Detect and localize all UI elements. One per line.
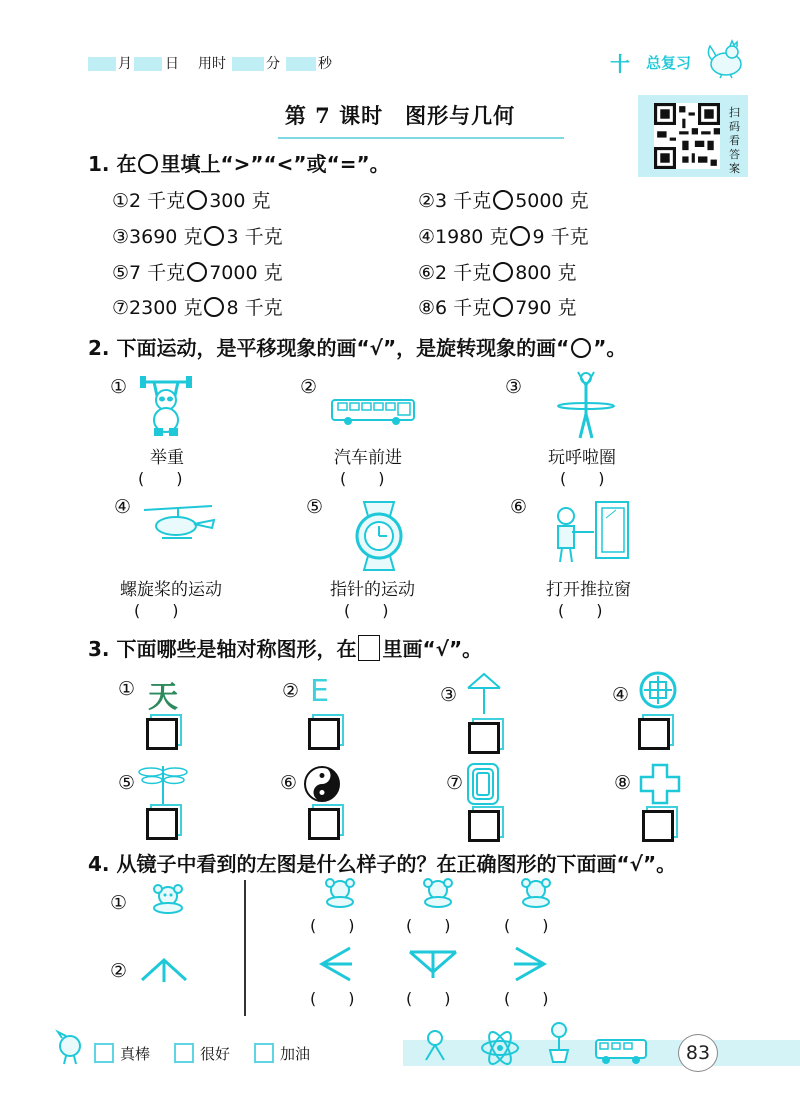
question-3-prompt (88, 633, 482, 662)
rating-checkbox[interactable] (174, 1043, 194, 1063)
hula-hoop-kid-icon (556, 370, 616, 442)
answer-box[interactable] (146, 808, 178, 840)
atom-icon (478, 1028, 522, 1068)
q3-item-number: ⑥ (280, 772, 298, 794)
answer-parentheses[interactable]: ( ) (558, 601, 603, 620)
arrow-left-option-icon (316, 944, 356, 984)
rating-label: 加油 (280, 1045, 311, 1063)
answer-parentheses[interactable]: ( ) (138, 469, 183, 488)
answer-parentheses[interactable]: ( ) (560, 469, 605, 488)
rounded-rect-icon (466, 762, 500, 806)
q1-prompt-part-a: 1. 在 (88, 152, 137, 176)
seconds-label: 秒 (318, 56, 332, 72)
answer-box[interactable] (468, 810, 500, 842)
bus-small-icon (594, 1036, 648, 1066)
answer-box[interactable] (638, 718, 670, 750)
potted-plant-icon (544, 1020, 574, 1064)
q3-item-number: ⑦ (446, 772, 464, 794)
q1-item: ⑧6 千克 790 克 (418, 297, 577, 319)
mascot-icon (52, 1030, 88, 1066)
rating-label: 很好 (200, 1045, 231, 1063)
sliding-window-icon (550, 498, 640, 566)
cross-icon (638, 762, 682, 806)
q3-item-number: ⑧ (614, 772, 632, 794)
question-1-prompt (88, 148, 390, 177)
coin-icon (638, 670, 678, 710)
rating-checkbox[interactable] (94, 1043, 114, 1063)
answer-parentheses[interactable]: ( ) (406, 916, 451, 935)
answer-circle-icon (138, 154, 158, 174)
q2-item-number: ④ (114, 496, 132, 518)
compare-circle[interactable] (187, 190, 207, 210)
divider-line (244, 880, 246, 1016)
compare-circle[interactable] (187, 262, 207, 282)
rating-checkbox[interactable] (254, 1043, 274, 1063)
answer-parentheses[interactable]: ( ) (406, 989, 451, 1008)
lesson-title: 第 7 课时 图形与几何 (284, 103, 516, 128)
title-underline (278, 137, 564, 139)
q2-item-label: 指针的运动 (330, 580, 415, 600)
q2-item-number: ⑥ (510, 496, 528, 518)
q2-item-label: 汽车前进 (334, 448, 402, 468)
minutes-blank[interactable] (232, 57, 264, 71)
answer-square-icon (358, 635, 380, 661)
q1-item: ②3 千克 5000 克 (418, 190, 589, 212)
q1-prompt-part-b: 里填上“>”“<”或“=”。 (160, 152, 390, 176)
answer-box[interactable] (308, 808, 340, 840)
q4-row-number: ② (110, 960, 128, 982)
arrow-down-option-icon (406, 946, 460, 980)
plus-mark: 十 (610, 52, 630, 76)
teddy-bear-option-icon (416, 878, 460, 908)
question-4-prompt: 4. 从镜子中看到的左图是什么样子的？在正确图形的下面画“√”。 (88, 852, 677, 876)
month-blank[interactable] (88, 57, 116, 71)
letter-e-shape: E (310, 674, 329, 709)
section-label: 总复习 (646, 54, 692, 72)
q1-item: ⑦2300 克 8 千克 (112, 297, 283, 319)
answer-box[interactable] (642, 810, 674, 842)
answer-box[interactable] (308, 718, 340, 750)
qr-code-icon[interactable] (654, 103, 720, 169)
answer-box[interactable] (468, 722, 500, 754)
q2-item-label: 举重 (150, 448, 184, 468)
rooster-mascot-icon (704, 40, 748, 78)
q2-item-label: 螺旋桨的运动 (120, 580, 222, 600)
q3-item-number: ① (118, 678, 136, 700)
q1-item: ⑥2 千克 800 克 (418, 262, 577, 284)
helicopter-icon (138, 502, 218, 550)
q4-row-number: ① (110, 892, 128, 914)
q3-item-number: ② (282, 680, 300, 702)
q2-item-number: ① (110, 376, 128, 398)
q2-item-label: 打开推拉窗 (546, 580, 631, 600)
answer-circle-icon (571, 338, 591, 358)
answer-parentheses[interactable]: ( ) (344, 601, 389, 620)
yinyang-icon (302, 764, 342, 804)
wristwatch-icon (346, 498, 412, 574)
q1-item: ⑤7 千克 7000 克 (112, 262, 283, 284)
arrow-shape-icon (138, 954, 190, 984)
compare-circle[interactable] (493, 262, 513, 282)
teddy-bear-option-icon (514, 878, 558, 908)
answer-parentheses[interactable]: ( ) (134, 601, 179, 620)
q1-item: ①2 千克 300 克 (112, 190, 271, 212)
q2-item-number: ③ (505, 376, 523, 398)
compare-circle[interactable] (493, 190, 513, 210)
q3-prompt-part-a: 3. 下面哪些是轴对称图形，在 (88, 637, 357, 661)
q1-item: ③3690 克 3 千克 (112, 226, 283, 248)
q2-prompt-part-b: ”。 (593, 336, 627, 360)
time-used-label: 用时 (198, 56, 226, 72)
teddy-bear-icon (144, 884, 192, 914)
day-label: 日 (165, 56, 179, 72)
compare-circle[interactable] (204, 297, 224, 317)
question-2-prompt (88, 332, 626, 361)
arrow-right-option-icon (510, 944, 550, 984)
weightlifting-panda-icon (138, 372, 194, 438)
answer-parentheses[interactable]: ( ) (340, 469, 385, 488)
answer-parentheses[interactable]: ( ) (504, 916, 549, 935)
q3-item-number: ④ (612, 684, 630, 706)
answer-parentheses[interactable]: ( ) (310, 989, 355, 1008)
seconds-blank[interactable] (286, 57, 316, 71)
answer-parentheses[interactable]: ( ) (504, 989, 549, 1008)
compare-circle[interactable] (204, 226, 224, 246)
day-blank[interactable] (134, 57, 162, 71)
arrow-up-icon (464, 670, 504, 716)
answer-parentheses[interactable]: ( ) (310, 916, 355, 935)
bus-icon (330, 398, 416, 426)
q3-item-number: ⑤ (118, 772, 136, 794)
page-number: 83 (678, 1034, 718, 1072)
q2-item-label: 玩呼啦圈 (548, 448, 616, 468)
tian-character: 天 (148, 680, 178, 715)
compare-circle[interactable] (493, 297, 513, 317)
q3-prompt-part-b: 里画“√”。 (382, 637, 483, 661)
q2-item-number: ② (300, 376, 318, 398)
tripod-icon (418, 1028, 452, 1062)
qr-caption: 扫码看答案 (729, 106, 740, 175)
compare-circle[interactable] (510, 226, 530, 246)
answer-box[interactable] (146, 718, 178, 750)
rating-label: 真棒 (120, 1045, 151, 1063)
month-label: 月 (118, 56, 132, 72)
q2-prompt-part-a: 2. 下面运动，是平移现象的画“√”，是旋转现象的画“ (88, 336, 570, 360)
teddy-bear-option-icon (318, 878, 362, 908)
q1-item: ④1980 克 9 千克 (418, 226, 589, 248)
q2-item-number: ⑤ (306, 496, 324, 518)
q3-item-number: ③ (440, 684, 458, 706)
minutes-label: 分 (266, 56, 280, 72)
dragonfly-icon (136, 762, 190, 806)
